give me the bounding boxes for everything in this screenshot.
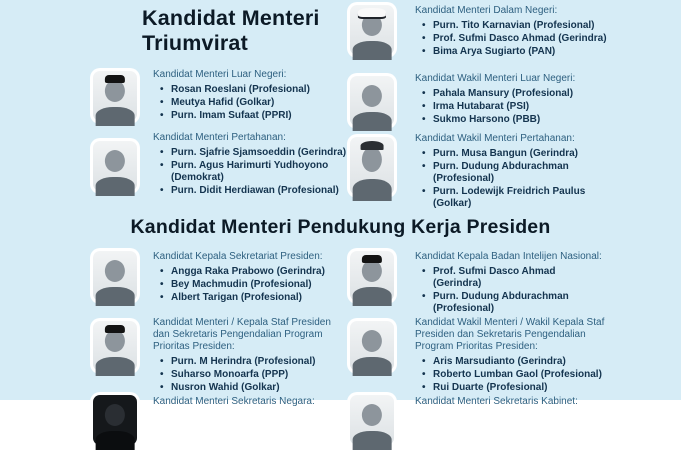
section-label: Kandidat Wakil Menteri Pertahanan: <box>415 133 575 144</box>
candidate-item: • Rosan Roeslani (Profesional) <box>160 84 370 96</box>
portrait-icon <box>93 141 137 191</box>
candidate-item: • Purn. Musa Bangun (Gerindra) <box>422 148 617 160</box>
candidate-list <box>415 356 637 394</box>
candidate-item: • Purn. Didit Herdiawan (Profesional) <box>160 185 380 197</box>
candidate-item: • Pahala Mansury (Profesional) <box>422 88 642 100</box>
candidate-photo <box>347 134 397 198</box>
candidate-list <box>153 356 370 394</box>
garrison-cap-icon <box>361 141 384 150</box>
section-wakil-pertahanan <box>415 133 655 211</box>
candidate-item: • Purn. Sjafrie Sjamsoeddin (Gerindra) <box>160 147 380 159</box>
section-kepala-staf <box>153 317 370 395</box>
portrait-icon <box>350 321 394 371</box>
candidate-list <box>415 88 642 126</box>
portrait-icon <box>93 251 137 301</box>
portrait-dark-icon <box>93 395 137 445</box>
candidate-list <box>415 20 642 58</box>
candidate-list <box>153 266 375 304</box>
candidate-item: • Purn. Dudung Abdurachman (Profesional) <box>422 291 584 315</box>
candidate-photo <box>347 248 397 304</box>
section-label: Kandidat Menteri Sekretaris Kabinet: <box>415 396 578 407</box>
section-wakil-kepala-staf <box>415 317 637 395</box>
candidate-item: • Angga Raka Prabowo (Gerindra) <box>160 266 375 278</box>
section-label: Kandidat Menteri Sekretaris Negara: <box>153 396 315 407</box>
portrait-icon <box>350 76 394 126</box>
candidate-photo <box>347 318 397 374</box>
candidate-item: • Aris Marsudianto (Gerindra) <box>422 356 637 368</box>
candidate-list <box>415 266 584 315</box>
candidate-item: • Purn. Imam Sufaat (PPRI) <box>160 110 370 122</box>
candidate-photo <box>90 318 140 374</box>
candidate-item: • Prof. Sufmi Dasco Ahmad (Gerindra) <box>422 33 642 45</box>
candidate-photo <box>347 73 397 129</box>
candidate-item: • Rui Duarte (Profesional) <box>422 382 637 394</box>
candidate-item: • Bey Machmudin (Profesional) <box>160 279 375 291</box>
candidate-list <box>153 84 370 122</box>
candidate-item: • Purn. Lodewijk Freidrich Paulus (Golkar) <box>422 186 617 210</box>
candidate-item: • Bima Arya Sugiarto (PAN) <box>422 46 642 58</box>
section-label: Kandidat Kepala Badan Intelijen Nasional: <box>415 251 602 262</box>
section-dalam-negeri <box>415 5 655 59</box>
peci-icon <box>105 325 125 333</box>
candidate-item: • Nusron Wahid (Golkar) <box>160 382 370 394</box>
candidate-item: • Purn. Agus Harimurti Yudhoyono (Demokrat) <box>160 160 380 184</box>
candidate-item: • Meutya Hafid (Golkar) <box>160 97 370 109</box>
portrait-garrison-cap-icon <box>350 137 394 195</box>
candidate-photo <box>90 68 140 124</box>
portrait-peci-icon <box>93 321 137 371</box>
candidate-item: • Roberto Lumban Gaol (Profesional) <box>422 369 637 381</box>
peci-icon <box>362 255 382 263</box>
candidate-item: • Purn. Tito Karnavian (Profesional) <box>422 20 642 32</box>
section-label: Kandidat Menteri Dalam Negeri: <box>415 5 558 16</box>
section-pertahanan <box>153 132 380 198</box>
candidate-item: • Irma Hutabarat (PSI) <box>422 101 642 113</box>
candidate-item: • Prof. Sufmi Dasco Ahmad (Gerindra) <box>422 266 584 290</box>
section-label: Kandidat Wakil Menteri Luar Negeri: <box>415 73 576 84</box>
candidate-item: • Purn. Dudung Abdurachman (Profesional) <box>422 161 617 185</box>
candidate-item: • Suharso Monoarfa (PPP) <box>160 369 370 381</box>
candidate-photo <box>90 392 140 448</box>
portrait-peaked-cap-icon <box>350 5 394 55</box>
candidate-photo <box>347 392 397 448</box>
portrait-peci-icon <box>93 71 137 121</box>
peaked-cap-icon <box>358 8 386 18</box>
section-label: Kandidat Wakil Menteri / Wakil Kepala Staf Presiden dan Sekretaris Pengendalian Program Prioritas Presiden: <box>415 317 605 352</box>
portrait-icon <box>350 395 394 445</box>
candidate-item: • Sukmo Harsono (PBB) <box>422 114 642 126</box>
section-label: Kandidat Menteri Luar Negeri: <box>153 69 287 80</box>
portrait-peci-icon <box>350 251 394 301</box>
section-luar-negeri <box>153 69 373 123</box>
candidate-photo <box>90 248 140 304</box>
section-heading-pendukung: Kandidat Menteri Pendukung Kerja Presiden <box>130 216 551 238</box>
peci-icon <box>105 75 125 83</box>
candidate-item: • Albert Tarigan (Profesional) <box>160 292 375 304</box>
section-wakil-luar-negeri <box>415 73 655 127</box>
candidate-photo <box>90 138 140 194</box>
candidate-photo <box>347 2 397 58</box>
candidate-item: • Purn. M Herindra (Profesional) <box>160 356 370 368</box>
section-sekretaris-kabinet <box>415 396 655 408</box>
section-label: Kandidat Kepala Sekretariat Presiden: <box>153 251 323 262</box>
section-label: Kandidat Menteri / Kepala Staf Presiden dan Sekretaris Pengendalian Program Prioritas Presiden: <box>153 317 331 352</box>
section-label: Kandidat Menteri Pertahanan: <box>153 132 286 143</box>
section-kepala-bin <box>415 251 660 316</box>
page-title: Kandidat Menteri Triumvirat <box>142 6 320 55</box>
candidate-list <box>153 147 380 197</box>
candidate-list <box>415 148 617 210</box>
